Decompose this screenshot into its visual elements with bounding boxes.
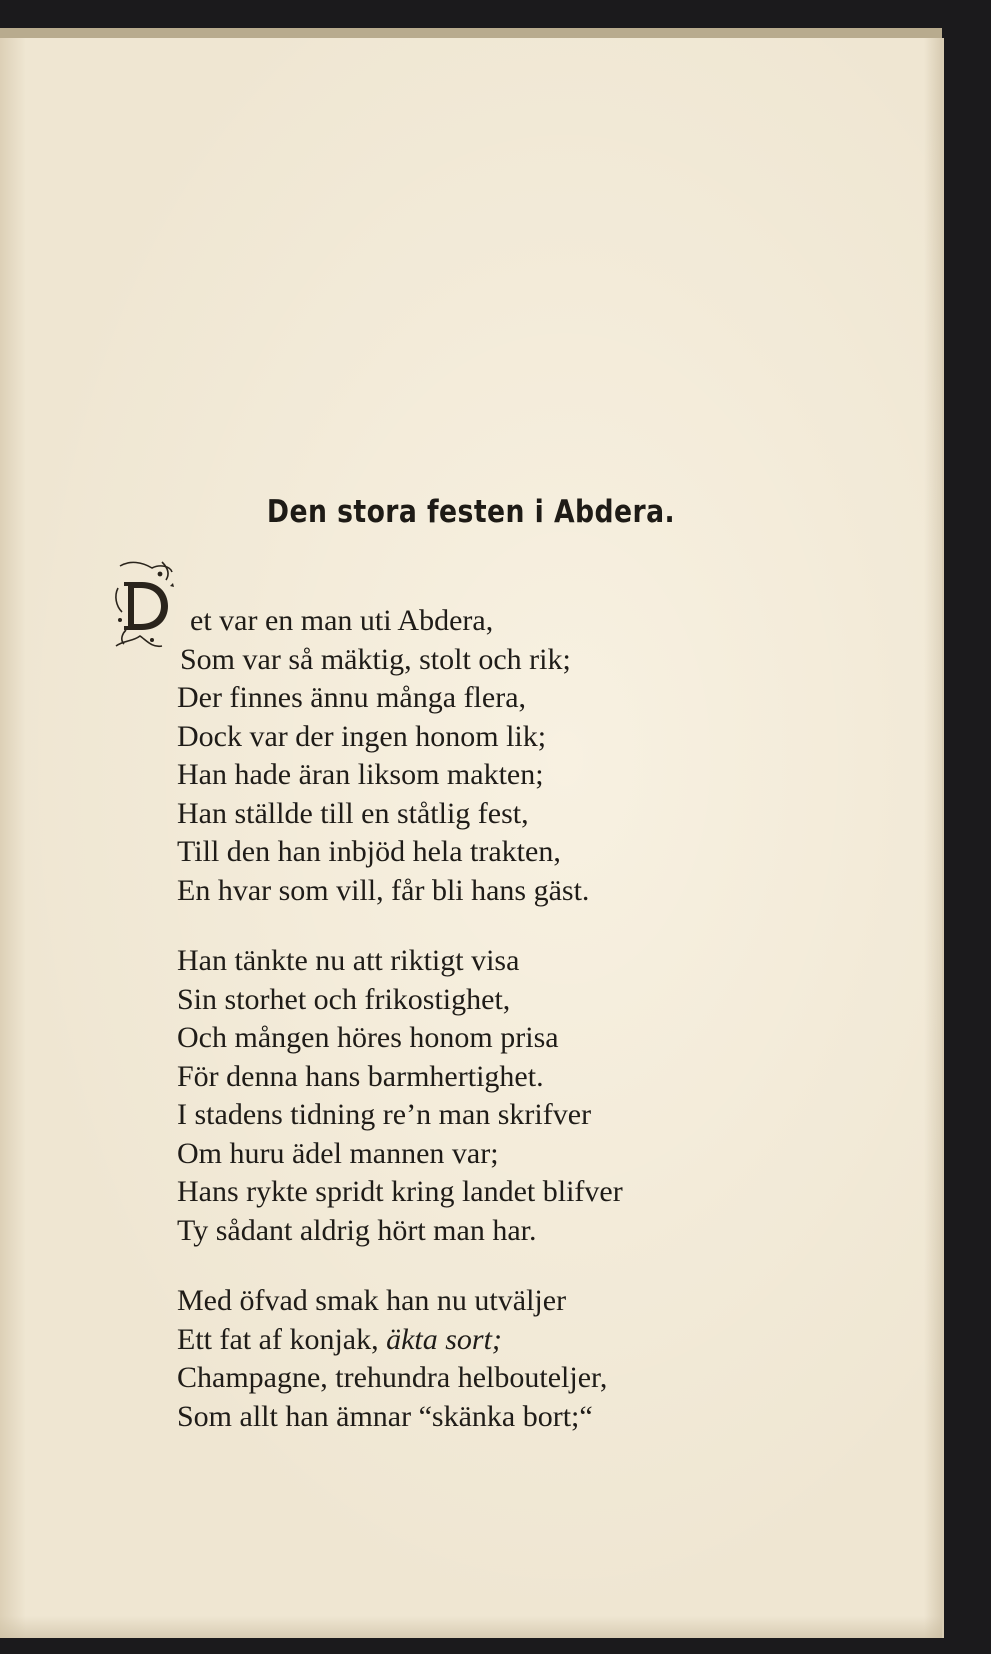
poem-line	[177, 718, 920, 757]
poem-stanza	[177, 942, 920, 1250]
poem-line	[177, 1321, 920, 1360]
poem-line	[190, 602, 920, 641]
poem-stanza	[177, 602, 920, 910]
ornamental-drop-cap-d	[112, 560, 176, 658]
poem-line-text: Hans rykte spridt kring landet blifver	[177, 1175, 623, 1208]
poem-line	[177, 1058, 920, 1097]
poem-stanza	[177, 1282, 920, 1436]
poem-line-text: Han ställde till en ståtlig fest,	[177, 796, 529, 830]
poem-line-text: En hvar som vill, får bli hans gäst.	[177, 873, 590, 907]
poem-line	[177, 1212, 920, 1251]
poem-line-text: Till den han inbjöd hela trakten,	[177, 835, 561, 868]
poem-line-text: Han hade äran liksom makten;	[177, 758, 544, 791]
poem-line	[177, 1135, 920, 1174]
poem-line-text: Champagne, trehundra helbouteljer,	[177, 1361, 608, 1394]
poem-line-text: Som var så mäktig, stolt och rik;	[180, 642, 571, 676]
poem-line	[177, 795, 920, 834]
poem-line-text: Der finnes ännu många flera,	[177, 681, 527, 714]
poem-line-text: Dock var der ingen honom lik;	[177, 719, 547, 753]
poem-line	[177, 1282, 920, 1321]
poem-line	[177, 872, 920, 911]
poem-line	[177, 981, 920, 1020]
poem-line-text: Om huru ädel mannen var;	[177, 1136, 499, 1170]
poem-line-text: Med öfvad smak han nu utväljer	[177, 1284, 567, 1317]
poem-line-text: Ty sådant aldrig hört man har.	[177, 1213, 537, 1247]
poem-body	[177, 602, 920, 1468]
poem-line	[180, 641, 920, 680]
poem-line	[177, 756, 920, 795]
poem-line	[177, 1096, 920, 1135]
poem-line-text: Och mången höres honom prisa	[177, 1021, 559, 1054]
poem-line	[177, 833, 920, 872]
poem-line-text: Han tänkte nu att riktigt visa	[177, 944, 520, 977]
poem-line	[177, 1398, 920, 1437]
poem-line	[177, 679, 920, 718]
poem-line	[177, 1019, 920, 1058]
poem-line	[177, 942, 920, 981]
poem-line	[177, 1359, 920, 1398]
poem-line	[177, 1173, 920, 1212]
poem-line-text: Ett fat af konjak,	[177, 1322, 387, 1356]
page-top-edge	[0, 28, 942, 38]
poem-line-text: Sin storhet och frikostighet,	[177, 982, 511, 1016]
poem-line-italic-text: äkta sort;	[386, 1322, 502, 1356]
poem-line-text: För denna hans barmhertighet.	[177, 1059, 544, 1093]
poem-title: Den stora festen i Abdera.	[266, 493, 676, 530]
poem-line-text: Som allt han ämnar “skänka bort;“	[177, 1399, 593, 1433]
poem-line-text: I stadens tidning re’n man skrifver	[177, 1098, 592, 1131]
poem-line-text: et var en man uti Abdera,	[190, 604, 494, 637]
